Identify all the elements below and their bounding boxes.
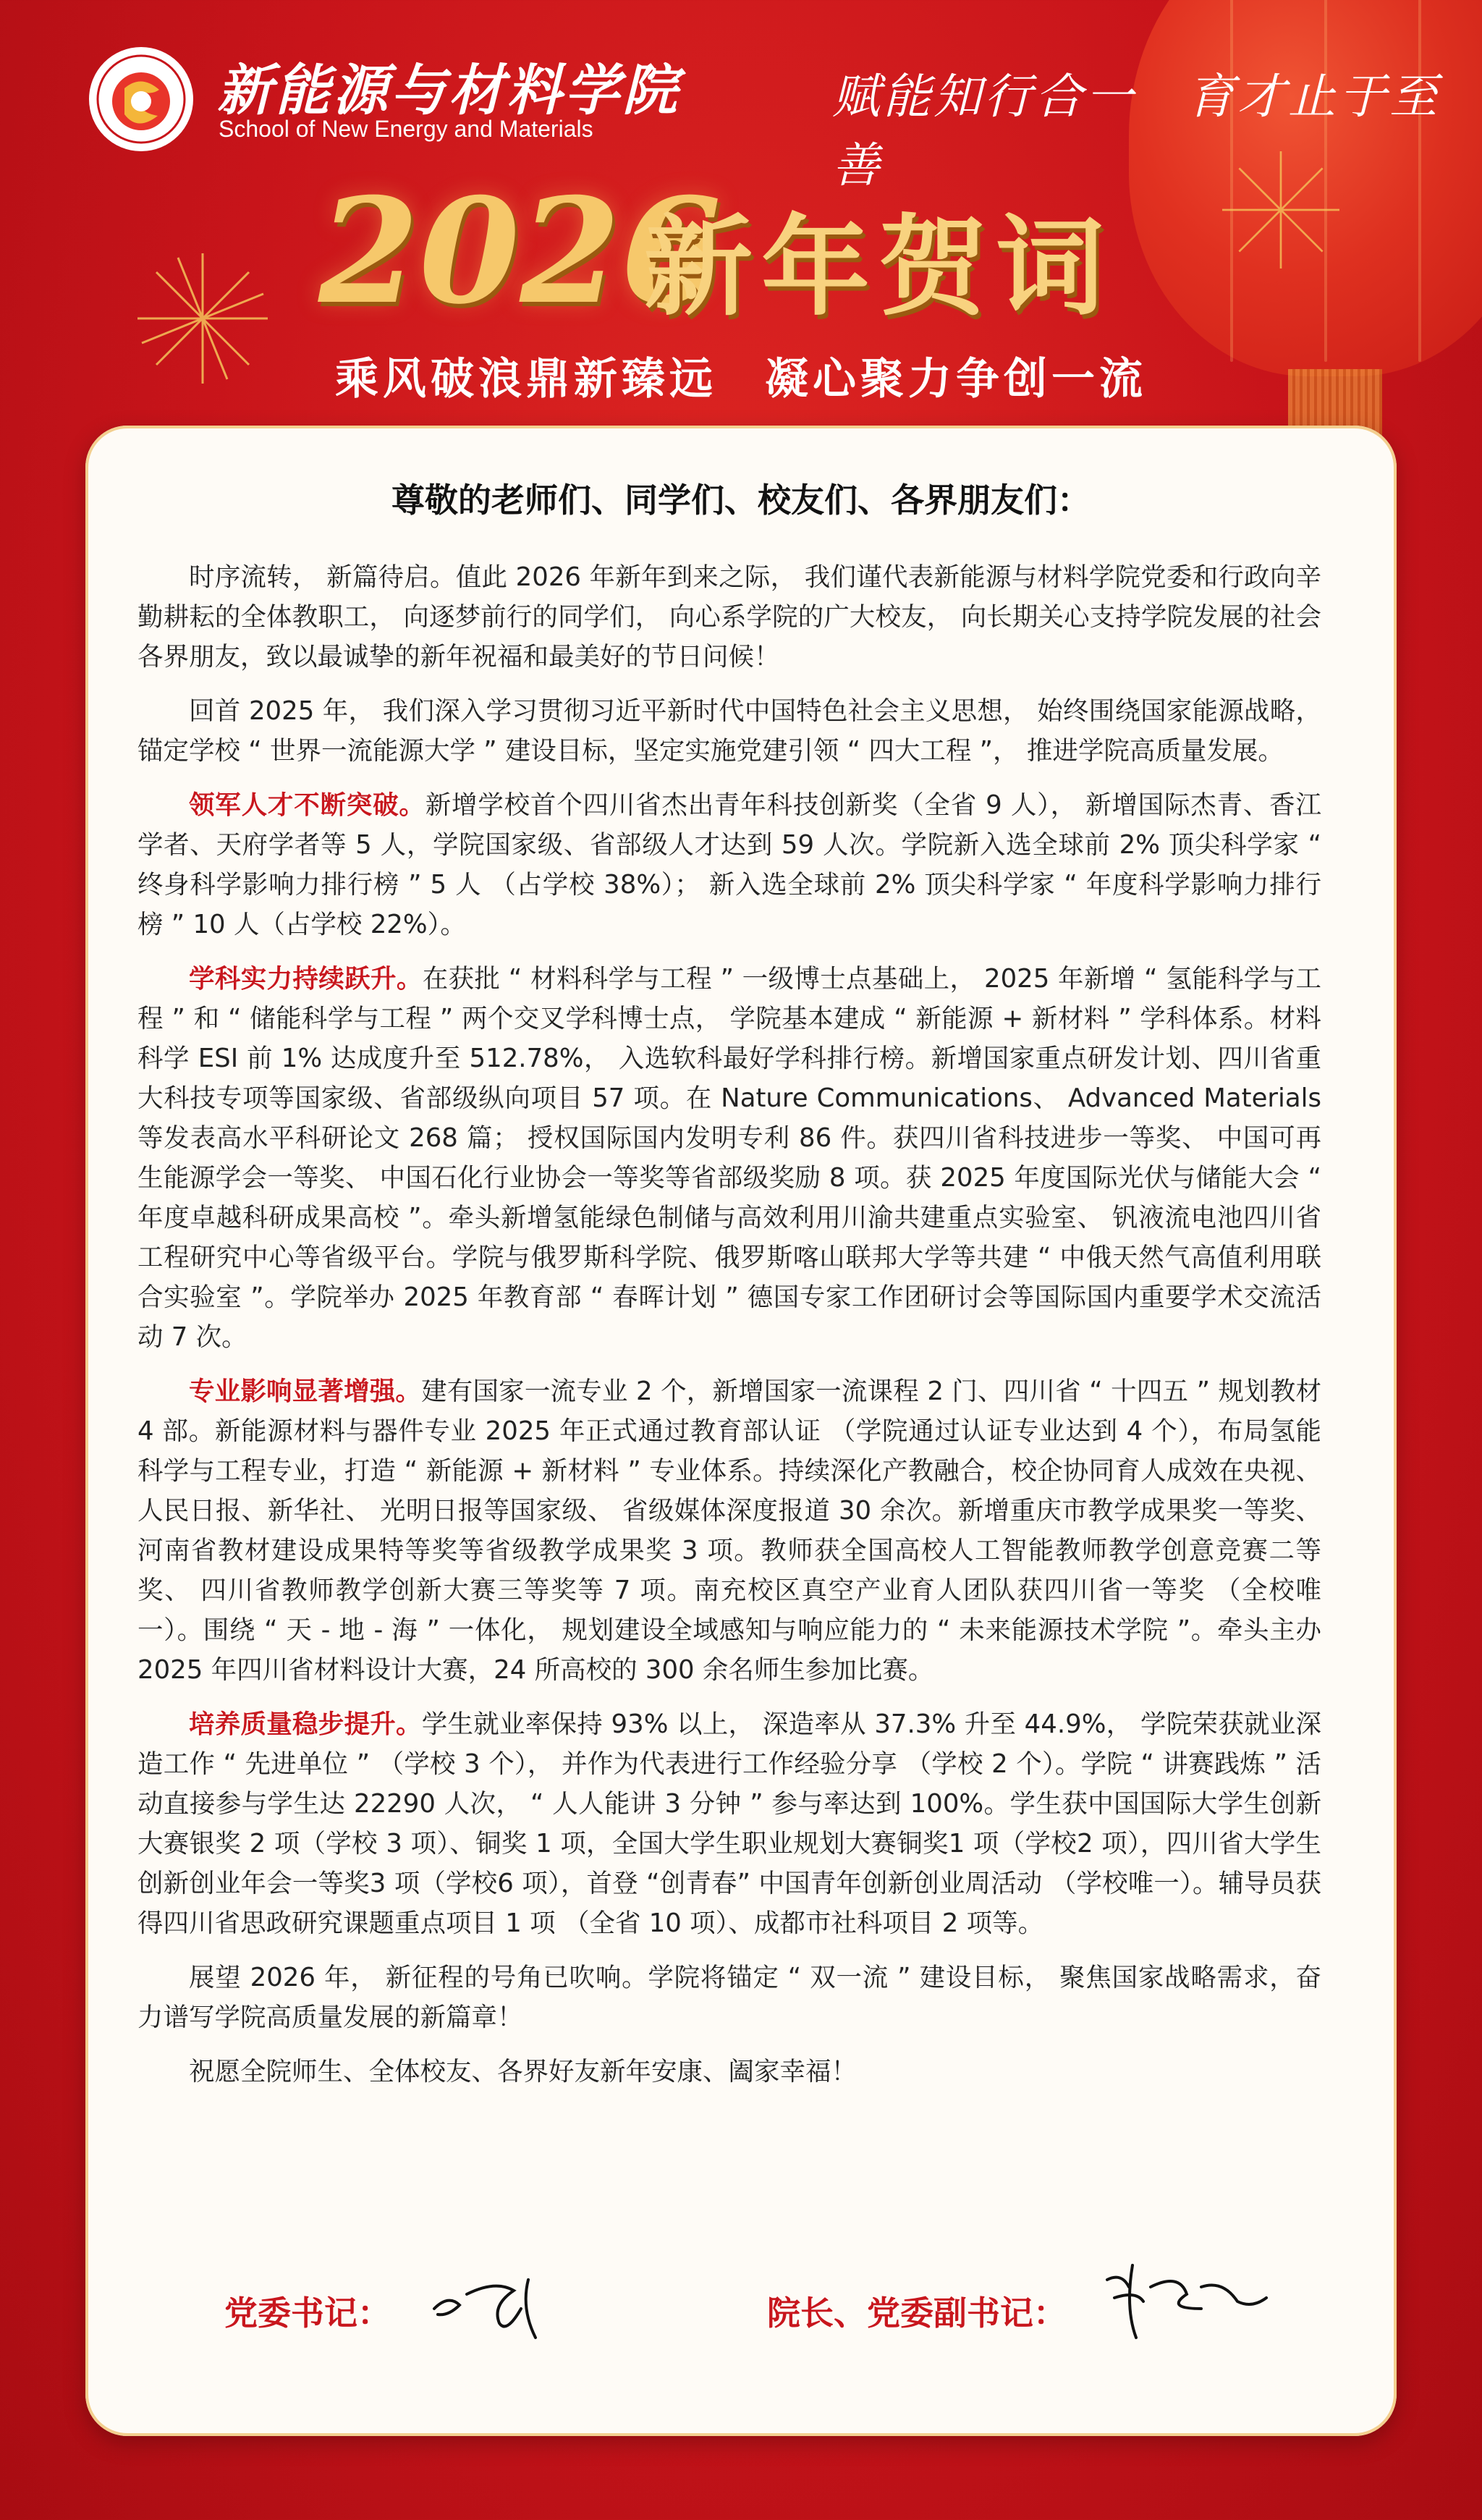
party-secretary-label: 党委书记： xyxy=(224,2293,391,2333)
talent-text: 新增学校首个四川省杰出青年科技创新奖（全省 9 人）， 新增国际杰青、香江学者、天府学者等 5 人，学院国家级、省部级人才达到 59 人次。学院新入选全球前 2% 顶尖科学家 “ 终身科学影响力排行榜 ” 5 人 （占学校 38%）； 新入选全球前 2% 顶尖科学家 “ 年度科学影响力排行榜 ” 10 人（占学校 22%）。 xyxy=(137,790,1321,939)
university-logo xyxy=(87,45,195,153)
headline-title: 新年贺词 xyxy=(644,203,1114,331)
discipline-text: 在获批 “ 材料科学与工程 ” 一级博士点基础上， 2025 年新增 “ 氢能科学与工程 ” 和 “ 储能科学与工程 ” 两个交叉学科博士点， 学院基本建成 “ 新能源 + 新材料 ” 学科体系。材料科学 ESI 前 1% 达成度升至 512.78%， 入选软科最好学科排行榜。新增国家重点研发计划、四川省重大科技专项等国家级、省部级纵向项目 57 项。在 Nature Communications、 Advanced Materials 等发表高水平科研论文 268 篇； 授权国际国内发明专利 86 件。获四川省科技进步一等奖、 中国可再生能源学会一等奖、 中国石化行业协会一等奖等省部级奖励 8 项。获 2025 年度国际光伏与储能大会 “ 年度卓越科研成果高校 ”。牵头新增氢能绿色制储与高效利用川渝共建重点实验室、 钒液流电池四川省工程研究中心等省级平台。学院与俄罗斯科学院、俄罗斯喀山联邦大学等共建 “ 中俄天然气高值利用联合实验室 ”。学院举办 2025 年教育部 “ 春晖计划 ” 德国专家工作团研讨会等国际国内重要学术交流活动 7 次。 xyxy=(137,964,1321,1352)
influence-text: 建有国家一流专业 2 个，新增国家一流课程 2 门、四川省 “ 十四五 ” 规划教材 4 部。新能源材料与器件专业 2025 年正式通过教育部认证 （学院通过认证专业达到 4 个），布局氢能科学与工程专业，打造 “ 新能源 + 新材料 ” 专业体系。持续深化产教融合，校企协同育人成效在央视、 人民日报、新华社、 光明日报等国家级、 省级媒体深度报道 30 余次。新增重庆市教学成果奖一等奖、 河南省教材建设成果特等奖等省级教学成果奖 3 项。教师获全国高校人工智能教师教学创意竞赛二等奖、 四川省教师教学创新大赛三等奖等 7 项。南充校区真空产业育人团队获四川省一等奖 （全校唯一）。围绕 “ 天 - 地 - 海 ” 一体化， 规划建设全域感知与响应能力的 “ 未来能源技术学院 ”。牵头主办 2025 年四川省材料设计大赛，24 所高校的 300 余名师生参加比赛。 xyxy=(137,1377,1321,1685)
party-secretary-signature xyxy=(427,2265,564,2345)
school-motto: 赋能知行合一 育才止于至善 xyxy=(832,69,1440,193)
review-paragraph: 回首 2025 年， 我们深入学习贯彻习近平新时代中国特色社会主义思想， 始终围绕国家能源战略，锚定学校 “ 世界一流能源大学 ” 建设目标，坚定实施党建引领 “ 四大工程 ”， 推进学院高质量发展。 xyxy=(137,696,1321,766)
intro-paragraph: 时序流转， 新篇待启。值此 2026 年新年到来之际， 我们谨代表新能源与材料学院党委和行政向辛勤耕耘的全体教职工， 向逐梦前行的同学们， 向心系学院的广大校友， 向长期关心支持学院发展的社会各界朋友，致以最诚挚的新年祝福和最美好的节日问候！ xyxy=(137,562,1321,672)
quality-paragraph xyxy=(137,1704,1321,1943)
tagline: 乘风破浪鼎新臻远 凝心聚力争创一流 xyxy=(335,354,1147,405)
influence-paragraph xyxy=(137,1371,1321,1690)
school-name-cn: 新能源与材料学院 xyxy=(217,58,680,122)
quality-heading: 培养质量稳步提升。 xyxy=(189,1709,422,1739)
year-title: 2026 xyxy=(318,166,721,337)
talent-paragraph xyxy=(137,785,1321,944)
talent-heading: 领军人才不断突破。 xyxy=(189,790,425,820)
discipline-paragraph xyxy=(137,959,1321,1357)
greeting: 尊敬的老师们、同学们、校友们、各界朋友们： xyxy=(391,481,1091,520)
dean-label: 院长、党委副书记： xyxy=(767,2293,1067,2333)
dean-signature xyxy=(1093,2258,1281,2345)
influence-heading: 专业影响显著增强。 xyxy=(189,1377,422,1406)
discipline-heading: 学科实力持续跃升。 xyxy=(189,964,423,994)
letter-body xyxy=(137,557,1321,2106)
school-name-en: School of New Energy and Materials xyxy=(219,116,593,142)
outlook-paragraph: 展望 2026 年， 新征程的号角已吹响。学院将锚定 “ 双一流 ” 建设目标， 聚焦国家战略需求，奋力谱写学院高质量发展的新篇章！ xyxy=(137,1963,1321,2032)
quality-text: 学生就业率保持 93% 以上， 深造率从 37.3% 升至 44.9%， 学院荣获就业深造工作 “ 先进单位 ” （学校 3 个）， 并作为代表进行工作经验分享 （学校 2 个）。学院 “ 讲赛践炼 ” 活动直接参与学生达 22290 人次， “ 人人能讲 3 分钟 ” 参与率达到 100%。学生获中国国际大学生创新大赛银奖 2 项（学校 3 项）、铜奖 1 项，全国大学生职业规划大赛铜奖1 项（学校2 项），四川省大学生创新创业年会一等奖3 项（学校6 项），首登 “创青春” 中国青年创新创业周活动 （学校唯一）。辅导员获得四川省思政研究课题重点项目 1 项 （全省 10 项）、成都市社科项目 2 项等。 xyxy=(137,1709,1321,1938)
wishes-paragraph: 祝愿全院师生、全体校友、各界好友新年安康、阖家幸福！ xyxy=(189,2057,858,2086)
